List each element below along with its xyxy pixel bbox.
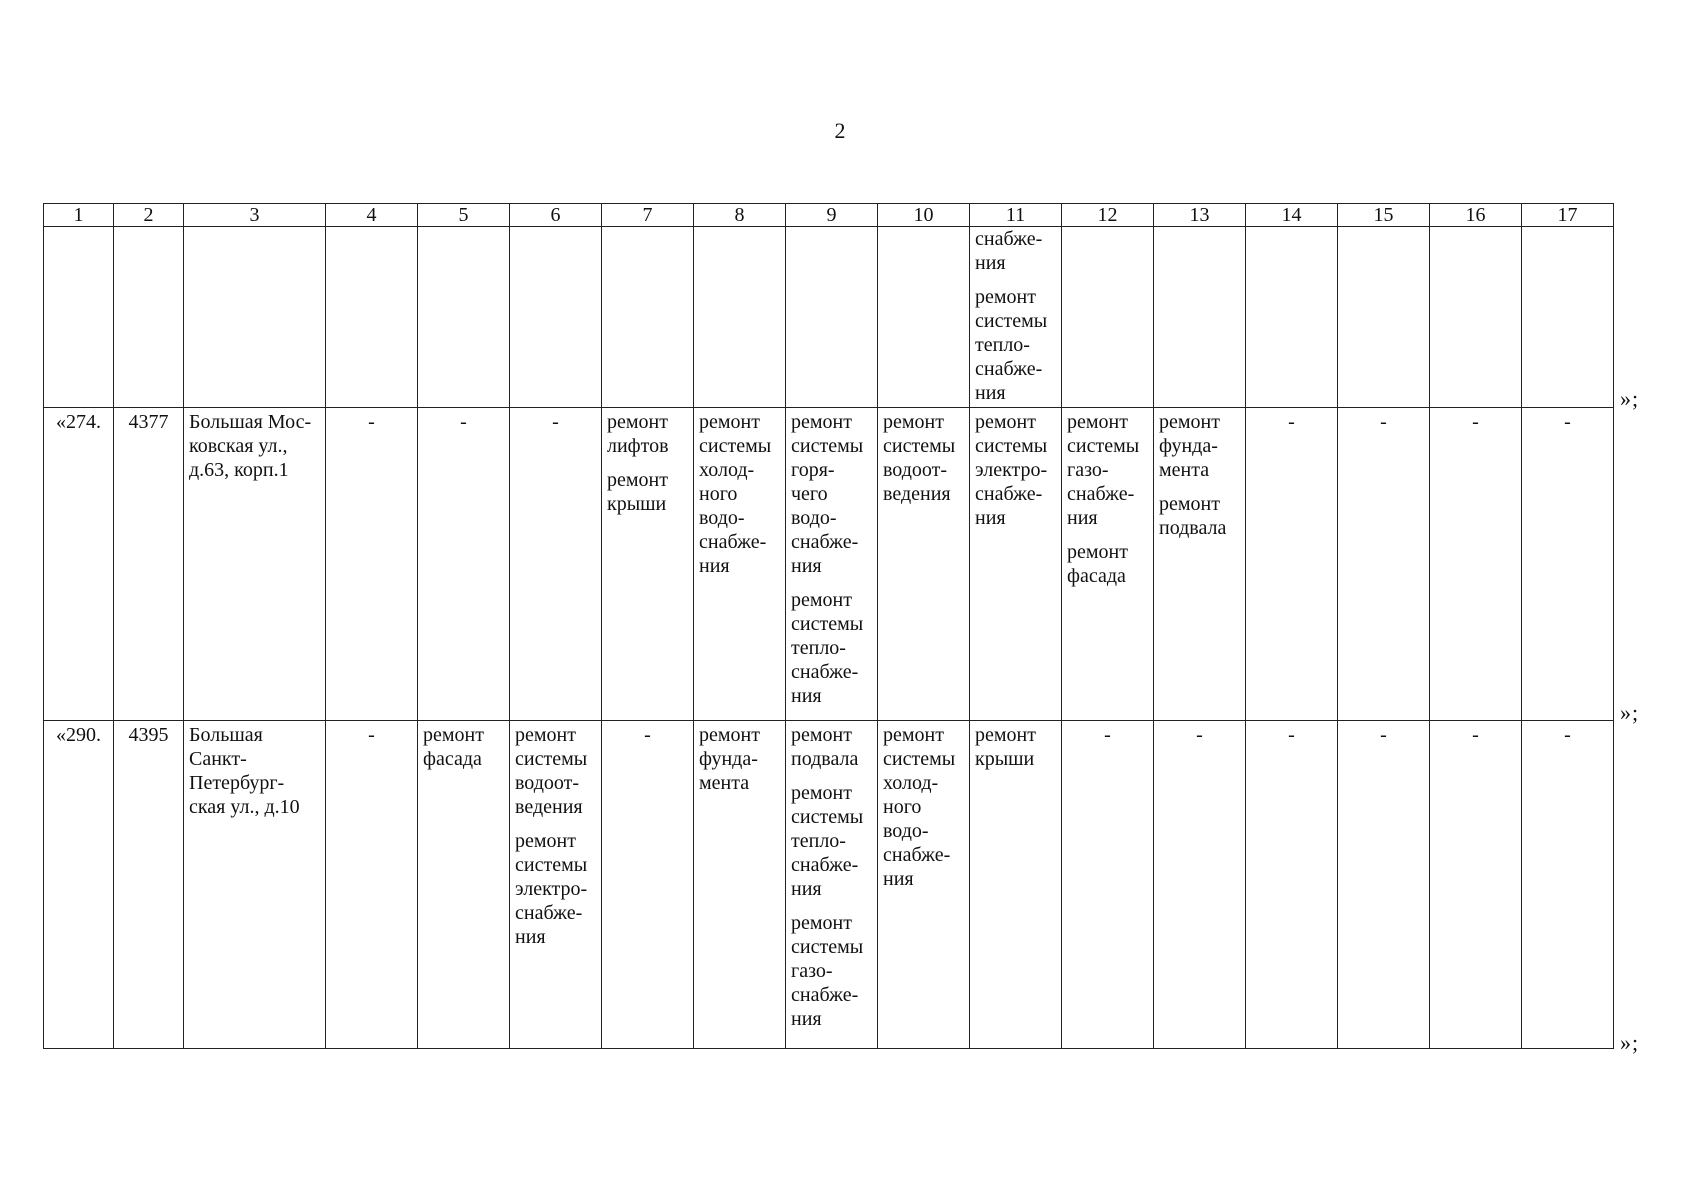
work-item: ремонт фасада (1067, 541, 1128, 587)
table-cell (1062, 227, 1154, 408)
table-cell (970, 408, 1062, 721)
table-cell (694, 721, 786, 1049)
work-item: ремонт подвала (1159, 493, 1227, 539)
address: Большая Санкт- Петербург- ская ул., д.10 (189, 724, 300, 818)
table-cell: - (510, 408, 602, 721)
column-number: 13 (1154, 204, 1246, 227)
table-cell (1430, 227, 1522, 408)
work-item: ремонт системы тепло- снабже- ния (791, 589, 864, 707)
table-cell (1522, 227, 1614, 408)
table-cell: - (1154, 721, 1246, 1049)
address: Большая Мос- ковская ул., д.63, корп.1 (189, 411, 312, 481)
column-number: 1 (44, 204, 114, 227)
table-cell (1154, 408, 1246, 721)
work-item: ремонт системы водоот- ведения (515, 724, 588, 818)
table-cell (418, 227, 510, 408)
table-cell (786, 408, 878, 721)
work-item: ремонт крыши (607, 469, 668, 515)
row-id: 4377 (114, 408, 184, 721)
work-item: ремонт системы холод- ного водо- снабже- ния (883, 724, 956, 890)
table-cell (694, 227, 786, 408)
table-cell (878, 721, 970, 1049)
table-cell (510, 721, 602, 1049)
table-cell (602, 227, 694, 408)
column-number: 12 (1062, 204, 1154, 227)
table-cell: - (418, 408, 510, 721)
table-cell (878, 227, 970, 408)
column-number: 11 (970, 204, 1062, 227)
table-row (44, 721, 1614, 1049)
table-cell (1154, 227, 1246, 408)
table-cell: - (1246, 408, 1338, 721)
table-cell: - (1338, 721, 1430, 1049)
table-cell: - (1246, 721, 1338, 1049)
table-cell (970, 721, 1062, 1049)
work-item: ремонт фунда- мента (699, 724, 760, 794)
table-cell (602, 408, 694, 721)
table-cell: - (326, 408, 418, 721)
work-item: ремонт системы водоот- ведения (883, 411, 956, 505)
column-number: 9 (786, 204, 878, 227)
table-cell (44, 227, 114, 408)
column-number: 6 (510, 204, 602, 227)
table-cell (326, 227, 418, 408)
work-item: снабже- ния (975, 228, 1043, 274)
table-cell: - (1062, 721, 1154, 1049)
column-number: 8 (694, 204, 786, 227)
work-item: ремонт системы тепло- снабже- ния (791, 782, 864, 900)
work-item: ремонт фунда- мента (1159, 411, 1220, 481)
table-cell (1338, 227, 1430, 408)
table-cell: - (602, 721, 694, 1049)
column-number: 5 (418, 204, 510, 227)
table-cell (878, 408, 970, 721)
table-cell (1062, 408, 1154, 721)
work-item: ремонт лифтов (607, 411, 669, 457)
work-item: ремонт системы тепло- снабже- ния (975, 286, 1048, 404)
work-item: ремонт системы холод- ного водо- снабже- ния (699, 411, 772, 577)
table-cell (1246, 227, 1338, 408)
row-number: «274. (44, 408, 114, 721)
table-cell (786, 227, 878, 408)
column-number: 7 (602, 204, 694, 227)
column-number: 2 (114, 204, 184, 227)
work-item: ремонт подвала (791, 724, 859, 770)
table-cell (184, 227, 326, 408)
table-cell (694, 408, 786, 721)
address-cell (184, 408, 326, 721)
column-number: 3 (184, 204, 326, 227)
work-item: ремонт крыши (975, 724, 1036, 770)
continuation-row (44, 227, 1614, 408)
address-cell (184, 721, 326, 1049)
table-cell: - (1430, 408, 1522, 721)
closing-quote: »; (1620, 700, 1640, 725)
table-row (44, 408, 1614, 721)
work-item: ремонт системы электро- снабже- ния (515, 830, 588, 948)
work-item: ремонт системы горя- чего водо- снабже- ния (791, 411, 864, 577)
column-number: 17 (1522, 204, 1614, 227)
table-cell (114, 227, 184, 408)
table-cell (418, 721, 510, 1049)
work-item: ремонт системы газо- снабже- ния (1067, 411, 1140, 529)
column-number: 15 (1338, 204, 1430, 227)
table-cell: - (1522, 721, 1614, 1049)
row-id: 4395 (114, 721, 184, 1049)
closing-quote: »; (1620, 386, 1640, 411)
table-cell (510, 227, 602, 408)
work-register-table (43, 203, 1614, 1049)
table-cell: - (1430, 721, 1522, 1049)
table-cell: - (1522, 408, 1614, 721)
table-cell: - (326, 721, 418, 1049)
work-item: ремонт системы газо- снабже- ния (791, 912, 864, 1030)
row-number: «290. (44, 721, 114, 1049)
table-cell: - (1338, 408, 1430, 721)
page-number: 2 (834, 118, 846, 143)
column-number: 10 (878, 204, 970, 227)
column-number: 4 (326, 204, 418, 227)
table-cell (786, 721, 878, 1049)
work-item: ремонт системы электро- снабже- ния (975, 411, 1048, 529)
work-item: ремонт фасада (423, 724, 484, 770)
closing-quote: »; (1620, 1030, 1640, 1055)
column-number: 14 (1246, 204, 1338, 227)
table-cell (970, 227, 1062, 408)
column-number: 16 (1430, 204, 1522, 227)
column-number-row (44, 204, 1614, 227)
